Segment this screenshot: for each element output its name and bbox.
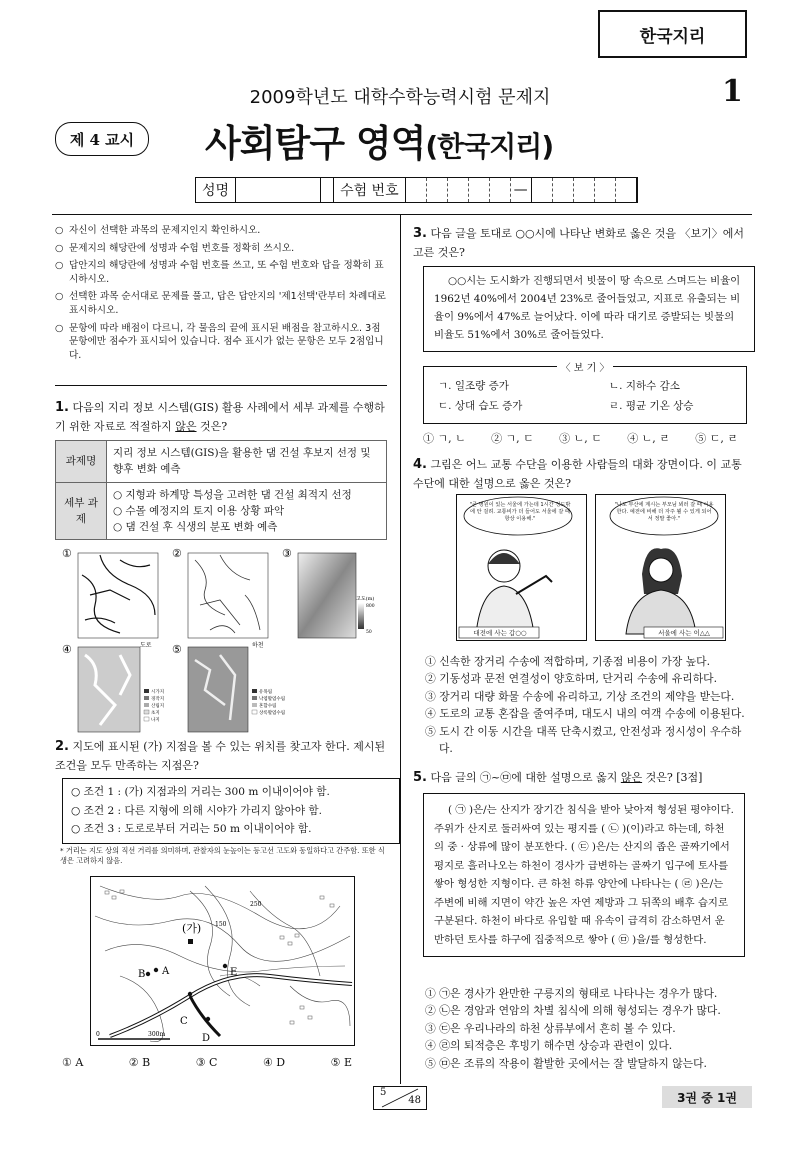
- topo-frame: [91, 877, 355, 1046]
- section-title: [205, 113, 553, 167]
- elevation-map: [298, 553, 356, 638]
- question-5: [413, 768, 751, 788]
- point-a-label: A: [162, 966, 170, 977]
- id-cell[interactable]: [448, 178, 469, 202]
- choice[interactable]: ③ ㄴ, ㄷ: [559, 432, 602, 445]
- page-indicator: [373, 1086, 427, 1110]
- notice-item: ○ 문제지의 해당란에 성명과 수험 번호를 정확히 쓰시오.: [55, 242, 390, 256]
- gis-maps: [60, 545, 390, 735]
- choice[interactable]: ⑤ 도시 간 이동 시간을 대폭 단축시켰고, 안전성과 정시성이 우수하다.: [425, 724, 742, 756]
- map-legend: 50: [366, 630, 372, 635]
- top-rule: [52, 214, 752, 215]
- choice[interactable]: ③ ㉢은 우리나라의 하천 상류부에서 흔히 볼 수 있다.: [425, 1021, 676, 1035]
- point-c: [188, 992, 192, 996]
- caption-left: 대전에 사는 갑○○: [473, 629, 527, 637]
- choice-marker: ④: [62, 643, 72, 656]
- choice[interactable]: ② ㉡은 경암과 연암의 차별 침식에 의해 형성되는 경우가 많다.: [425, 1004, 721, 1018]
- notice-item: ○ 자신이 선택한 과목의 문제지인지 확인하시오.: [55, 224, 390, 238]
- question-1: [55, 398, 387, 435]
- svg-text:나지: 나지: [151, 718, 160, 723]
- id-cell[interactable]: [595, 178, 616, 202]
- section-sub: (한국지리): [425, 130, 554, 163]
- q5-passage: ( ㉠ )은/는 산지가 장기간 침식을 받아 낮아져 형성된 평야이다. 주위가 산지로 둘러싸여 있는 평지를 ( ㉡ )(이)라고 하는데, 하천의 중 · 상류에 많이 분포한다. ( ㉢ )은/는 산지의 좁은 골짜기에서 평지로 흘러나오는 하천이 경사가 급변하는 골짜기 입구에 토사를 쌓아 형성한 지형이다. 큰 하천 하류 양안에 나타나는 ( ㉣ )은/는 주변에 비해 지면이 약간 높은 자연 제방과 그 뒤쪽의 배후 습지로 구분된다. 하천이 바다로 유입할 때 유속이 급격히 감소하면서 운반하던 토사를 하구에 집중적으로 쌓아 ( ㉤ )을/를 형성한다.: [423, 793, 745, 957]
- question-number: 5.: [413, 770, 427, 785]
- svg-text:경작지: 경작지: [151, 697, 165, 702]
- bogi-box: [423, 363, 747, 424]
- choice[interactable]: ① 신속한 장거리 수송에 적합하며, 기종점 비용이 가장 높다.: [425, 655, 710, 668]
- condition-item: ○ 조건 2 : 다른 지형에 의해 시야가 가리지 않아야 함.: [71, 804, 323, 817]
- name-field[interactable]: [236, 178, 321, 202]
- svg-text:초지: 초지: [151, 711, 160, 716]
- map-legend: 하천: [252, 642, 264, 649]
- choice[interactable]: ① ㉠은 경사가 완만한 구릉지의 형태로 나타나는 경우가 많다.: [425, 987, 718, 1000]
- point-a: [154, 968, 158, 972]
- id-cell[interactable]: [616, 178, 637, 202]
- question-text: 지도에 표시된 (가) 지점을 볼 수 있는 위치를 찾고자 한다. 제시된 조건을 모두 만족하는 지점은?: [55, 740, 386, 773]
- topo-map: [90, 876, 355, 1046]
- choice[interactable]: ① A: [62, 1056, 84, 1069]
- elevation-scale: [358, 603, 364, 629]
- svg-text:낙엽활엽수림: 낙엽활엽수림: [259, 697, 286, 702]
- scale-label: 300m: [148, 1031, 166, 1038]
- id-cell[interactable]: [406, 178, 427, 202]
- point-ga: [188, 939, 193, 944]
- table-cell: [107, 482, 387, 540]
- column-divider: [400, 214, 401, 1084]
- id-cell[interactable]: [553, 178, 574, 202]
- map-legend: 도로: [140, 642, 152, 649]
- q4-choices: [425, 653, 750, 758]
- point-d: [206, 1017, 210, 1021]
- id-label: 수험 번호: [334, 178, 406, 202]
- condition-item: ○ 조건 3 : 도로로부터 거리는 50 m 이내이어야 함.: [71, 823, 312, 836]
- svg-text:유목림: 유목림: [259, 690, 273, 695]
- q5-choices: [425, 985, 750, 1072]
- id-cell[interactable]: [490, 178, 511, 202]
- choice-marker: ②: [172, 547, 182, 560]
- choice[interactable]: ② 기동성과 문전 연결성이 양호하며, 단거리 수송에 유리하다.: [425, 672, 717, 686]
- bogi-item: ㄴ. 지하수 감소: [609, 380, 680, 392]
- choice-marker: ①: [62, 547, 72, 560]
- name-id-row: [195, 177, 638, 203]
- task-item: ○ 지형과 하계망 특성을 고려한 댐 건설 최적지 선정: [113, 488, 352, 501]
- question-number: 2.: [55, 739, 69, 754]
- table-head: 과제명: [56, 441, 107, 483]
- choice[interactable]: ⑤ E: [330, 1056, 352, 1069]
- question-text: 다음 글을 토대로 ○○시에 나타난 변화로 옳은 것을 〈보기〉에서 고른 것은?: [413, 227, 745, 260]
- caption-right: 서울에 사는 이△△: [658, 629, 710, 637]
- q2-note: * 거리는 지도 상의 직선 거리를 의미하며, 관찰자의 눈높이는 등고선 고도와 동일하다고 간주함. 또한 식생은 고려하지 않음.: [60, 846, 385, 866]
- choice[interactable]: ④ D: [262, 1056, 286, 1069]
- question-text: 다음의 지리 정보 시스템(GIS) 활용 사례에서 세부 과제를 수행하기 위한 자료로 적절하지: [55, 401, 385, 434]
- question-3: [413, 224, 751, 261]
- choice-marker: ③: [282, 547, 292, 560]
- choice[interactable]: ③ C: [195, 1056, 218, 1069]
- bogi-title: 〈 보 기 〉: [557, 363, 614, 374]
- bogi-item: ㄷ. 상대 습도 증가: [438, 399, 523, 412]
- condition-item: ○ 조건 1 : (가) 지점과의 거리는 300 m 이내이어야 함.: [71, 786, 330, 798]
- bubble-left-text: "큰 병원이 있는 서울에 가는데 1시간 정도밖에 안 걸려. 교통비가 더 들어도 서울에 갈 때 항상 이용해.": [469, 502, 571, 523]
- point-c-label: C: [180, 1016, 188, 1027]
- exam-title: 2009학년도 대학수학능력시험 문제지: [249, 87, 551, 108]
- table-head: 세부 과제: [56, 482, 107, 540]
- page-current: 5: [380, 1087, 387, 1098]
- question-number: 4.: [413, 457, 427, 472]
- question-number: 3.: [413, 226, 427, 241]
- landuse-map: [78, 647, 140, 732]
- choice[interactable]: ② ㄱ, ㄷ: [491, 432, 534, 445]
- page-total: 48: [408, 1095, 421, 1106]
- id-cell[interactable]: [469, 178, 490, 202]
- svg-text:상록활엽수림: 상록활엽수림: [259, 711, 286, 716]
- id-cell[interactable]: [427, 178, 448, 202]
- notice-item: ○ 문항에 따라 배점이 다르니, 각 물음의 끝에 표시된 배점을 참고하시오. 3점 문항에만 점수가 표시되어 있습니다. 점수 표시가 없는 문항은 모두 2점입니다.: [55, 322, 390, 363]
- subject-box: 한국지리: [598, 10, 747, 58]
- contour-label: 150: [215, 921, 227, 928]
- point-e-label: E: [230, 967, 238, 978]
- page-number: 1: [722, 74, 743, 109]
- q3-passage: ○○시는 도시화가 진행되면서 빗물이 땅 속으로 스며드는 비율이 1962년 40%에서 2004년 23%로 줄어들었고, 지표로 유출되는 비율이 9%에서 47%로 늘어났다. 이에 따라 대기로 증발되는 빗물의 비율도 51%에서 30%로 줄어들었다.: [423, 266, 755, 352]
- notice-item: ○ 선택한 과목 순서대로 문제를 풀고, 답은 답안지의 '제1선택'란부터 차례대로 표시하시오.: [55, 290, 390, 317]
- choice[interactable]: ⑤ ㉤은 조류의 작용이 활발한 곳에서는 잘 발달하지 않는다.: [425, 1056, 707, 1070]
- vegetation-legend: [252, 688, 285, 716]
- question-text: 다음 글의 ㉠~㉤에 대한 설명으로 옳지: [430, 771, 621, 784]
- choice[interactable]: ④ ㉣의 퇴적층은 후빙기 해수면 상승과 관련이 있다.: [425, 1039, 673, 1053]
- scale-label: 0: [96, 1031, 100, 1038]
- section-main: 사회탐구 영역: [205, 122, 426, 165]
- choice[interactable]: ④ ㄴ, ㄹ: [627, 432, 670, 445]
- choice[interactable]: ① ㄱ, ㄴ: [423, 432, 466, 445]
- question-number: 1.: [55, 400, 69, 415]
- table-cell: 지리 정보 시스템(GIS)을 활용한 댐 건설 후보지 선정 및 향후 변화 예측: [107, 441, 387, 483]
- volume-badge: 3권 중 1권: [662, 1086, 752, 1108]
- gis-table: [55, 440, 387, 540]
- contour-label: 250: [250, 901, 262, 908]
- question-underline: 않은: [620, 771, 643, 784]
- bubble-right-text: "나도 부산에 계시는 부모님 뵈러 갈 때 이용한다. 예전에 비해 더 자주 뵐 수 있게 되어서 정말 좋아.": [614, 502, 714, 523]
- point-b: [146, 972, 150, 976]
- choice[interactable]: ④ 도로의 교통 혼잡을 줄여주며, 대도시 내의 여객 수송에 이용된다.: [425, 707, 745, 721]
- notice-separator: [55, 385, 387, 386]
- question-text: 것은?: [196, 420, 228, 434]
- svg-text:산림지: 산림지: [151, 704, 165, 709]
- choice[interactable]: ② B: [128, 1056, 151, 1069]
- point-b-label: B: [138, 969, 146, 980]
- question-2: [55, 737, 387, 774]
- q3-choices: [423, 430, 738, 446]
- point-d-label: D: [202, 1033, 211, 1044]
- point-e: [223, 964, 227, 968]
- svg-text:시가지: 시가지: [151, 690, 165, 695]
- name-label: 성명: [196, 178, 236, 202]
- choice[interactable]: ③ 장거리 대량 화물 수송에 유리하고, 기상 조건의 제약을 받는다.: [425, 689, 735, 703]
- conditions-box: [62, 778, 400, 844]
- choice-marker: ⑤: [172, 643, 182, 656]
- id-cell[interactable]: [532, 178, 553, 202]
- notice-item: ○ 답안지의 해당란에 성명과 수험 번호를 쓰고, 또 수험 번호와 답을 정확히 표시하시오.: [55, 259, 390, 286]
- bogi-item: ㄱ. 일조량 증가: [438, 380, 509, 392]
- task-item: ○ 댐 건설 후 식생의 분포 변화 예측: [113, 521, 278, 534]
- id-cell[interactable]: [574, 178, 595, 202]
- choice[interactable]: ⑤ ㄷ, ㄹ: [695, 432, 738, 445]
- question-underline: 않은: [175, 420, 197, 434]
- task-item: ○ 수몰 예정지의 토지 이용 상황 파악: [113, 504, 285, 517]
- svg-text:혼합수림: 혼합수림: [259, 704, 277, 709]
- question-text: 것은? [3점]: [642, 771, 703, 784]
- period-badge: 제 4 교시: [55, 122, 149, 156]
- map-legend: 800: [366, 604, 375, 609]
- landuse-legend: [144, 688, 164, 723]
- vegetation-map: [188, 647, 248, 732]
- bogi-item: ㄹ. 평균 기온 상승: [609, 399, 694, 412]
- q2-choices: [62, 1056, 352, 1069]
- point-ga-label: (가): [182, 922, 202, 935]
- id-dash: —: [511, 178, 532, 202]
- map-legend: 고도(m): [356, 596, 375, 602]
- notices: [55, 224, 390, 366]
- question-text: 그림은 어느 교통 수단을 이용한 사람들의 대화 장면이다. 이 교통 수단에 대한 설명으로 옳은 것은?: [413, 458, 742, 491]
- question-4: [413, 455, 751, 492]
